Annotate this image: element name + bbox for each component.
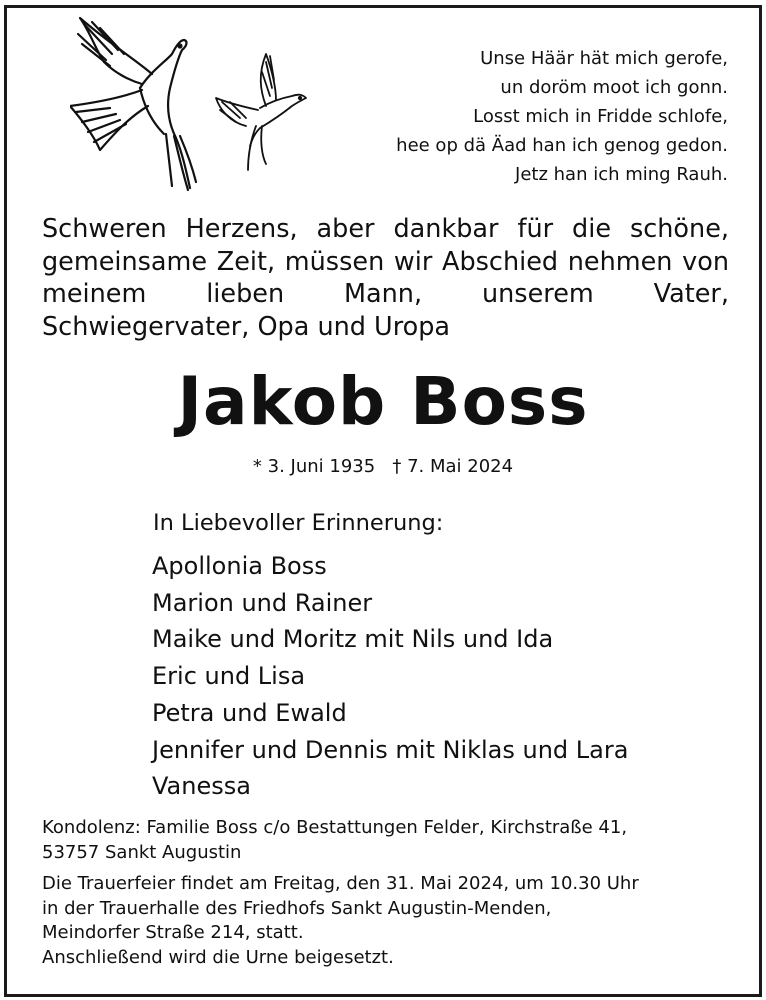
poem-line: un doröm moot ich gonn. [500, 77, 728, 98]
memory-heading: In Liebevoller Erinnerung: [153, 510, 444, 536]
dove-small-icon [216, 54, 306, 170]
mourners-list [152, 548, 628, 805]
dove-large-icon [70, 18, 196, 190]
list-item: Petra und Ewald [152, 698, 347, 727]
deceased-name: Jakob Boss [177, 363, 589, 440]
poem [396, 44, 728, 189]
ceremony-line: in der Trauerhalle des Friedhofs Sankt Augustin-Menden, [42, 897, 552, 919]
ceremony-line: Anschließend wird die Urne beigesetzt. [42, 946, 394, 968]
list-item: Eric und Lisa [152, 662, 306, 691]
ceremony-info [42, 872, 639, 970]
ceremony-line: Die Trauerfeier findet am Freitag, den 31. Mai 2024, um 10.30 Uhr [42, 873, 639, 894]
list-item: Apollonia Boss [152, 552, 327, 580]
condolence-line: 53757 Sankt Augustin [42, 842, 242, 863]
list-item: Vanessa [152, 772, 251, 801]
life-dates: * 3. Juni 1935 † 7. Mai 2024 [252, 456, 514, 477]
condolence-address [42, 815, 627, 865]
list-item: Jennifer und Dennis mit Niklas und Lara [152, 735, 629, 764]
poem-line: Jetz han ich ming Rauh. [515, 164, 728, 185]
doves-illustration [70, 10, 315, 200]
poem-line: Unse Häär hät mich gerofe, [480, 48, 728, 69]
list-item: Marion und Rainer [152, 588, 373, 617]
poem-line: hee op dä Äad han ich genog gedon. [396, 135, 728, 156]
intro-text: Schweren Herzens, aber dankbar für die schöne, gemeinsame Zeit, müssen wir Abschied nehmen von meinem lieben Mann, unserem Vater, Schwiegervater, Opa und Uropa [42, 214, 729, 342]
list-item: Maike und Moritz mit Nils und Ida [152, 625, 554, 654]
ceremony-line: Meindorfer Straße 214, statt. [42, 922, 304, 943]
poem-line: Losst mich in Fridde schlofe, [473, 106, 728, 127]
condolence-line: Kondolenz: Familie Boss c/o Bestattungen Felder, Kirchstraße 41, [42, 817, 628, 838]
